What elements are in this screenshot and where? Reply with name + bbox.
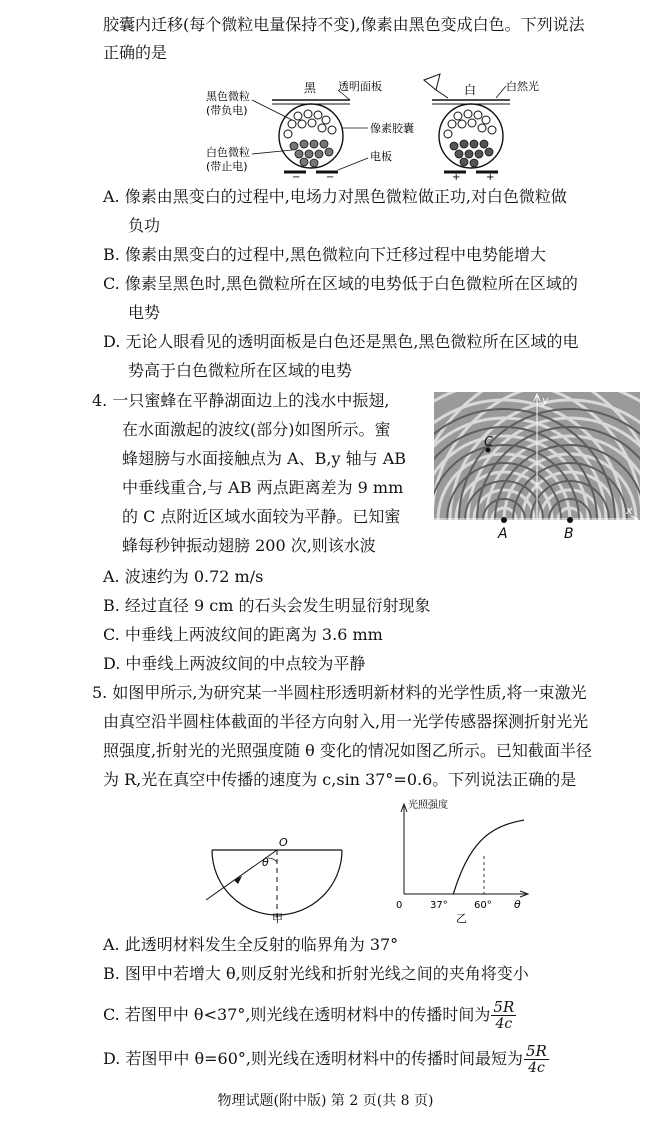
q5-line-1: 5. 如图甲所示,为研究某一半圆柱形透明新材料的光学性质,将一束激光 xyxy=(92,683,587,702)
q4-line-4: 中垂线重合,与 AB 两点距离差为 9 mm xyxy=(122,478,404,497)
label-capsule: 像素胶囊 xyxy=(370,122,414,135)
wave-point-b: B xyxy=(564,526,574,542)
q3-option-a-2: 负功 xyxy=(128,216,161,235)
sign-right-1: + xyxy=(452,172,461,180)
q4-option-b: B. 经过直径 9 cm 的石头会发生明显衍射现象 xyxy=(103,596,431,615)
fraction-denominator: 4c xyxy=(495,1016,513,1032)
semicircle-theta-label: θ xyxy=(262,856,269,869)
fraction-denominator-d: 4c xyxy=(528,1060,545,1076)
intro-line-1: 胶囊内迁移(每个微粒电量保持不变),像素由黑色变成白色。下列说法 xyxy=(103,15,585,34)
q5-option-c xyxy=(103,998,516,1032)
q5-option-d xyxy=(103,1042,549,1076)
q5-line-3: 照强度,折射光的光照强度随 θ 变化的情况如图乙所示。已知截面半径 xyxy=(103,741,592,760)
q5-option-d-text: D. 若图甲中 θ=60°,则光线在透明材料中的传播时间最短为 xyxy=(103,1049,524,1068)
fraction-5r-4c xyxy=(491,999,516,1032)
q3-option-b: B. 像素由黑变白的过程中,黑色微粒向下迁移过程中电势能增大 xyxy=(103,245,547,264)
chart-xaxis-label: θ xyxy=(514,898,521,911)
chart-tick-60: 60° xyxy=(474,900,492,911)
q3-option-c-1: C. 像素呈黑色时,黑色微粒所在区域的电势低于白色微粒所在区域的 xyxy=(103,274,578,293)
q4-line-2: 在水面激起的波纹(部分)如图所示。蜜 xyxy=(122,420,391,439)
fraction-5r-4c-d xyxy=(524,1043,549,1076)
intensity-curve xyxy=(453,820,524,894)
label-light: 白然光 xyxy=(506,80,539,93)
label-white-particle: 白色微粒 xyxy=(206,146,250,159)
fraction-numerator-d: 5R xyxy=(526,1042,547,1060)
q4-line-5: 的 C 点附近区域水面较为平静。已知蜜 xyxy=(122,507,401,526)
chart-tick-37: 37° xyxy=(430,900,448,911)
label-white-charge: (带止电) xyxy=(206,160,248,173)
q4-option-a: A. 波速约为 0.72 m/s xyxy=(103,567,264,586)
q4-line-3: 蜂翅膀与水面接触点为 A、B,y 轴与 AB xyxy=(122,449,407,468)
q3-option-a-1: A. 像素由黑变白的过程中,电场力对黑色微粒做正功,对白色微粒做 xyxy=(103,187,567,206)
q4-line-6: 蜂每秒钟振动翅膀 200 次,则该水波 xyxy=(122,536,376,555)
q3-option-c-2: 电势 xyxy=(128,303,161,322)
sign-left-1: − xyxy=(292,172,301,180)
q5-line-2: 由真空沿半圆柱体截面的半径方向射入,用一光学传感器探测折射光光 xyxy=(103,712,589,731)
figure-yi-label: 乙 xyxy=(456,912,467,925)
q5-option-b: B. 图甲中若增大 θ,则反射光线和折射光线之间的夹角将变小 xyxy=(103,964,529,983)
fraction-numerator: 5R xyxy=(493,998,515,1016)
chart-origin: 0 xyxy=(396,900,403,911)
q4-option-d: D. 中垂线上两波纹间的中点较为平静 xyxy=(103,654,366,673)
figure-wave-interference xyxy=(434,392,640,542)
wave-x-label: x xyxy=(626,504,633,517)
wave-point-a: A xyxy=(498,526,508,542)
chart-ylabel: 光照强度 xyxy=(408,800,448,811)
figure-intensity-chart xyxy=(390,798,540,926)
figure-jia-label: 甲 xyxy=(272,912,283,925)
wave-y-label: y xyxy=(542,394,549,407)
figure-pixel-capsule xyxy=(200,72,560,180)
q5-option-c-text: C. 若图甲中 θ<37°,则光线在透明材料中的传播时间为 xyxy=(103,1005,491,1024)
q3-option-d-1: D. 无论人眼看见的透明面板是白色还是黑色,黑色微粒所在区域的电 xyxy=(103,332,579,351)
intro-line-2: 正确的是 xyxy=(103,43,168,62)
sign-left-2: − xyxy=(326,172,335,180)
figure-semicircle xyxy=(200,806,360,926)
q5-option-a: A. 此透明材料发生全反射的临界角为 37° xyxy=(103,935,399,954)
q4-line-1: 4. 一只蜜蜂在平静湖面边上的浅水中振翅, xyxy=(92,391,390,410)
label-black-particle: 黑色微粒 xyxy=(206,90,250,103)
page-footer: 物理试题(附中版) 第 2 页(共 8 页) xyxy=(217,1093,434,1109)
label-black-charge: (带负电) xyxy=(206,104,248,117)
q4-option-c: C. 中垂线上两波纹间的距离为 3.6 mm xyxy=(103,625,383,644)
wave-point-c: C xyxy=(484,435,494,450)
label-plate: 电板 xyxy=(370,150,392,163)
label-white: 白 xyxy=(464,83,477,97)
q3-option-d-2: 势高于白色微粒所在区域的电势 xyxy=(128,361,353,380)
sign-right-2: + xyxy=(486,172,495,180)
label-black: 黑 xyxy=(304,81,317,95)
q5-line-4: 为 R,光在真空中传播的速度为 c,sin 37°=0.6。下列说法正确的是 xyxy=(103,770,577,789)
semicircle-center-label: O xyxy=(279,836,288,849)
label-panel: 透明面板 xyxy=(338,80,382,93)
